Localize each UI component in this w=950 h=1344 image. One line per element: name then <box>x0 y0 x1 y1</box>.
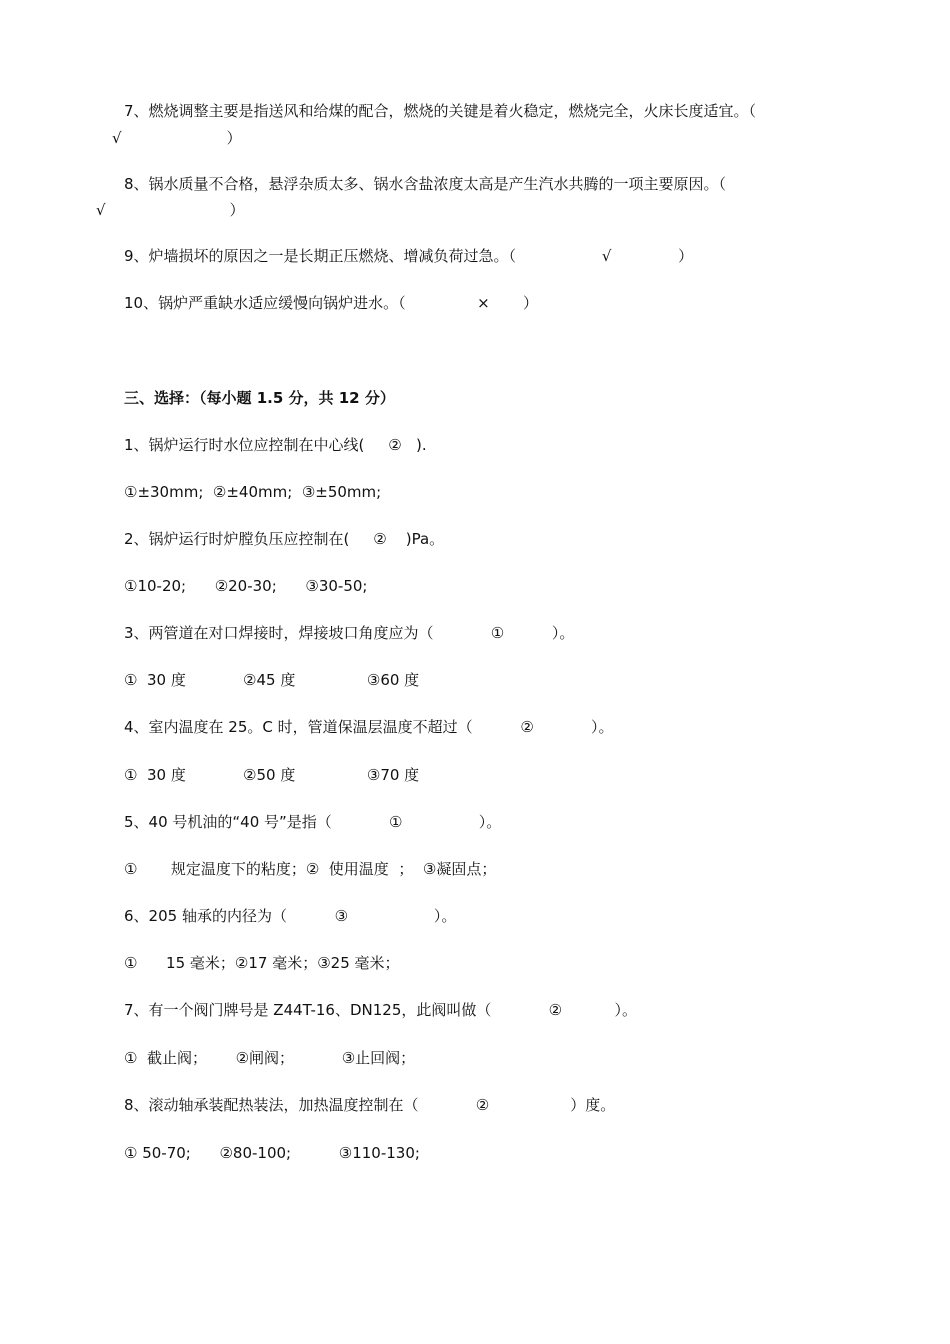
section-heading: 三、选择：（每小题 1.5 分，共 12 分） <box>124 389 395 407</box>
question-2-options: ①10-20; ②20-30; ③30-50; <box>124 577 368 595</box>
tf-item-8-line1: 8、锅水质量不合格，悬浮杂质太多、锅水含盐浓度太高是产生汽水共腾的一项主要原因。（ <box>124 175 727 193</box>
question-5-options: ① 规定温度下的粘度；② 使用温度 ； ③凝固点； <box>124 860 497 878</box>
question-1-options: ①±30mm; ②±40mm; ③±50mm; <box>124 483 382 501</box>
question-7-options: ① 截止阀； ②闸阀； ③止回阀； <box>124 1049 416 1067</box>
tf-item-9: 9、炉墙损坏的原因之一是长期正压燃烧、增减负荷过急。（ √ ） <box>124 247 694 265</box>
tf-item-10: 10、锅炉严重缺水适应缓慢向锅炉进水。（ × ） <box>124 294 539 312</box>
question-4-options: ① 30 度 ②50 度 ③70 度 <box>124 766 420 784</box>
question-7: 7、有一个阀门牌号是 Z44T-16、DN125，此阀叫做（ ② ）。 <box>124 1001 637 1019</box>
question-8: 8、滚动轴承装配热装法，加热温度控制在（ ② ）度。 <box>124 1096 616 1114</box>
question-3: 3、两管道在对口焊接时，焊接坡口角度应为（ ① ）。 <box>124 624 575 642</box>
question-8-options: ① 50-70; ②80-100; ③110-130; <box>124 1144 420 1162</box>
tf-item-8-line2: √ ） <box>96 201 245 219</box>
question-6-options: ① 15 毫米；②17 毫米；③25 毫米； <box>124 954 400 972</box>
question-5: 5、40 号机油的“40 号”是指（ ① ）。 <box>124 813 502 831</box>
tf-item-7-line2: √ ） <box>112 129 242 147</box>
question-3-options: ① 30 度 ②45 度 ③60 度 <box>124 671 420 689</box>
question-6: 6、205 轴承的内径为（ ③ ）。 <box>124 907 457 925</box>
question-4: 4、室内温度在 25。C 时，管道保温层温度不超过（ ② ）。 <box>124 718 614 736</box>
question-1: 1、锅炉运行时水位应控制在中心线( ② ). <box>124 436 427 454</box>
question-2: 2、锅炉运行时炉膛负压应控制在( ② )Pa。 <box>124 530 445 548</box>
tf-item-7-line1: 7、燃烧调整主要是指送风和给煤的配合，燃烧的关键是着火稳定，燃烧完全，火床长度适宜。（ <box>124 102 757 120</box>
